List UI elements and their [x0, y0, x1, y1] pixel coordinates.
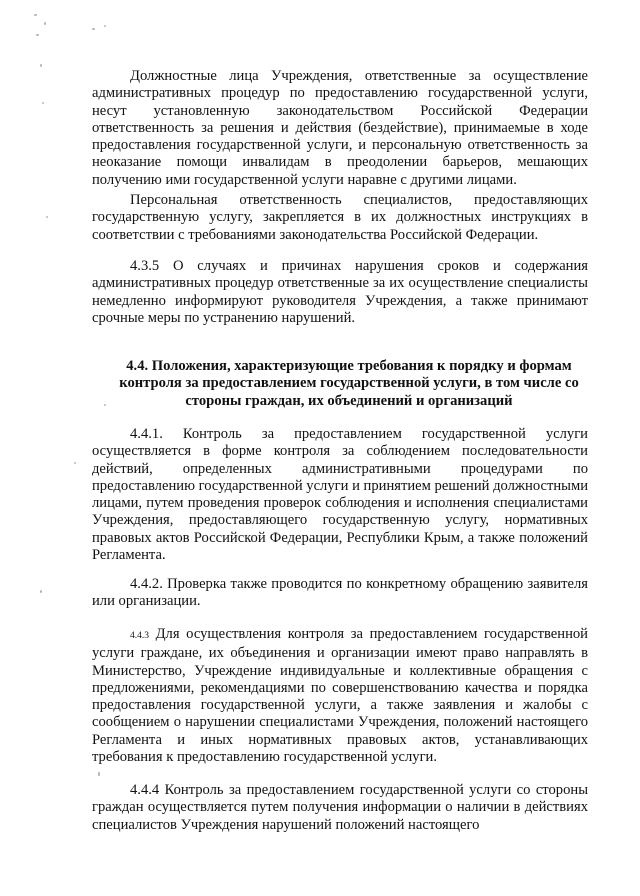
- paragraph-4-3-5: 4.3.5 О случаях и причинах нарушения сроков и содержания административных процедур ответственные за их осуществление специалисты немедленно информируют руководителя Учреждения, а также принимают срочные меры по устранению нарушений.: [92, 258, 588, 326]
- paragraph-text: Для осуществления контроля за предоставлением государственной услуги граждане, их объединения и организации имеют право направлять в Министерство, Учреждение индивидуальные и коллективные обращения с предложениями, рекомендациями по совершенствованию качества и порядка предоставления государственной услуги, а также заявления и жалобы с сообщением о нарушении специалистами Учреждения, положений настоящего Регламента и иных нормативных правовых актов, устанавливающих требования к предоставлению государственной услуги.: [92, 626, 588, 766]
- paragraph-4-4-4: 4.4.4 Контроль за предоставлением государственной услуги со стороны граждан осуществляется путем получения информации о наличии в действиях специалистов Учреждения нарушений положений настоящего: [92, 782, 588, 833]
- scan-artifact: [36, 34, 39, 36]
- paragraph-number: 4.4.3: [130, 631, 149, 641]
- paragraph-4-4-2: 4.4.2. Проверка также проводится по конкретному обращению заявителя или организации.: [92, 576, 588, 610]
- scan-artifact: [42, 102, 44, 104]
- section-heading-4-4: 4.4. Положения, характеризующие требования к порядку и формам контроля за предоставлением государственной услуги, в том числе со стороны граждан, их объединений и организаций: [119, 358, 579, 409]
- scan-artifact: [40, 64, 42, 67]
- scan-artifact: [34, 14, 37, 16]
- scan-artifact: [74, 462, 76, 464]
- paragraph-4-4-1: 4.4.1. Контроль за предоставлением государственной услуги осуществляется в форме контроля за соблюдением последовательности действий, определенных административными процедурами по предоставлению государственной услуги и принятием решений должностными лицами, путем проведения проверок соблюдения и исполнения специалистами Учреждения, предоставляющего государственную услугу, нормативных правовых актов Российской Федерации, Республики Крым, а также положений Регламента.: [92, 426, 588, 564]
- paragraph-officials-responsibility: Должностные лица Учреждения, ответственные за осуществление административных процедур по предоставлению государственной услуги, несут установленную законодательством Российской Федерации ответственность за решения и действия (бездействие), принимаемые в ходе предоставления государственной услуги, и персональную ответственность за неоказание помощи инвалидам в преодолении барьеров, мешающих получению ими государственной услуги наравне с другими лицами.: [92, 68, 588, 188]
- paragraph-4-4-3: [92, 626, 588, 766]
- paragraph-personal-responsibility: Персональная ответственность специалистов, предоставляющих государственную услугу, закрепляется в их должностных инструкциях в соответствии с требованиями законодательства Российской Федерации.: [92, 192, 588, 243]
- scan-artifact: [104, 25, 106, 27]
- scan-artifact: [40, 590, 42, 593]
- scan-artifact: [104, 404, 106, 406]
- scan-artifact: [92, 28, 95, 30]
- scan-artifact: [46, 216, 48, 218]
- scan-artifact: [44, 22, 46, 25]
- scan-artifact: [98, 772, 100, 776]
